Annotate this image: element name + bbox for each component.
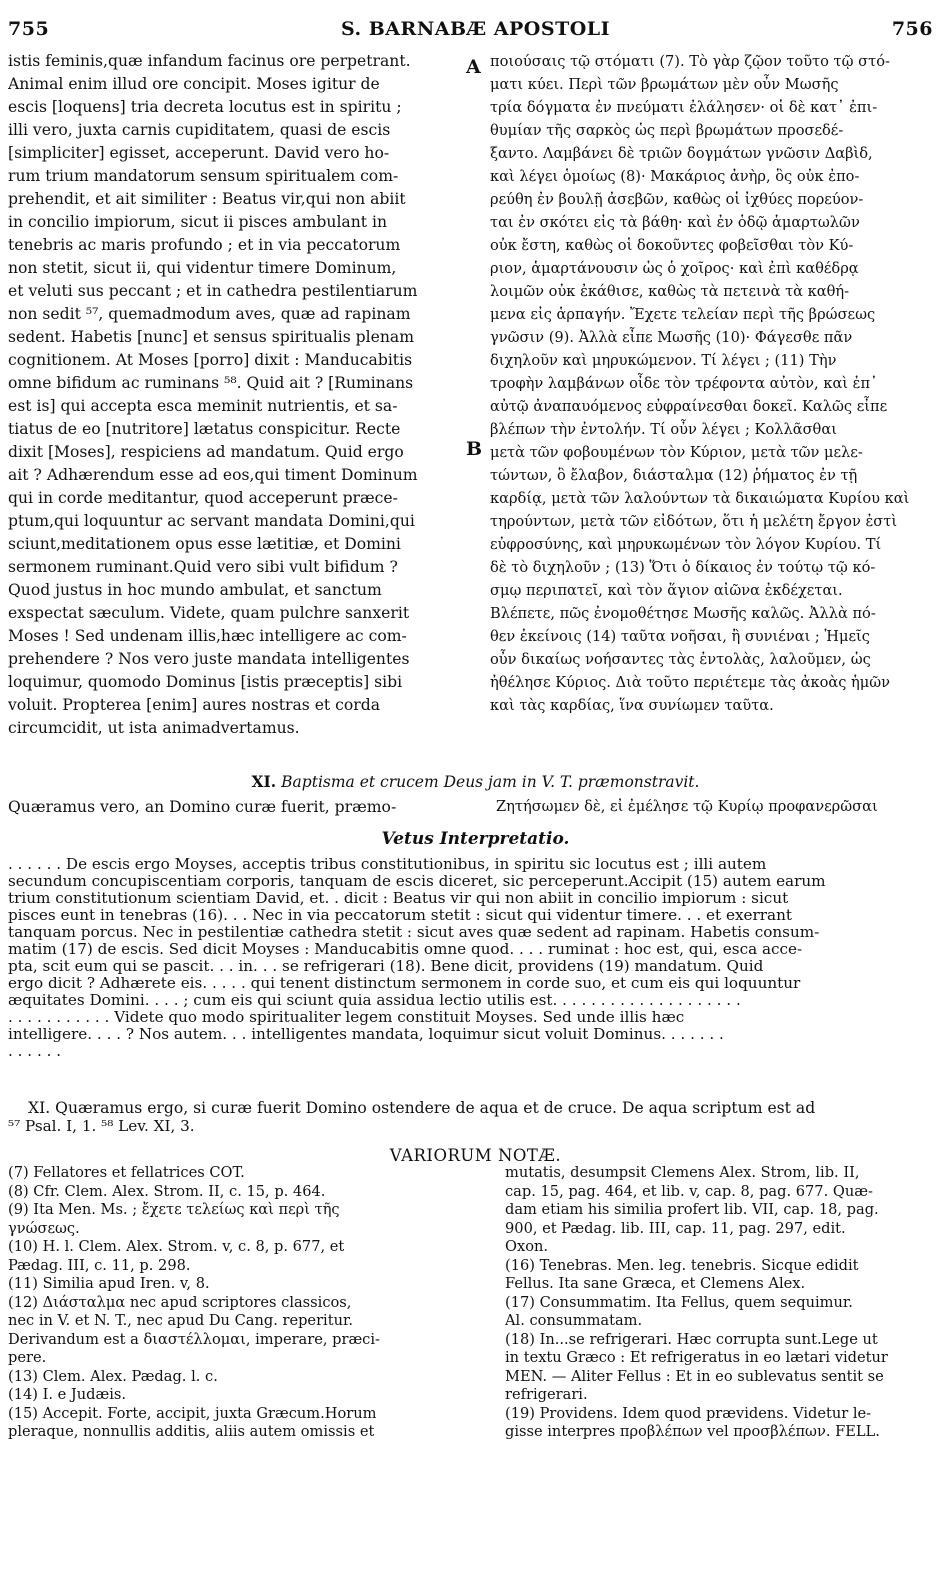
- latin-text-line: sermonem ruminant.Quid vero sibi vult bifidum ?: [8, 558, 398, 576]
- greek-text-line: μενα εἰς ἁρπαγήν. Ἔχετε τελείαν περὶ τῆς βρώσεως: [490, 306, 876, 323]
- greek-text-line: ἠθέλησε Κύριος. Διὰ τοῦτο περιέτεμε τὰς ἀκοὰς ἡμῶν: [490, 674, 891, 691]
- greek-text-line: οὖν δικαίως νοήσαντες τὰς ἐντολὰς, λαλοῦμεν, ὡς: [490, 651, 871, 668]
- latin-text-line: prehendit, et ait similiter : Beatus vir,qui non abiit: [8, 190, 406, 208]
- section-heading: [0, 772, 951, 791]
- variorum-note-line: (7) Fellatores et fellatrices COT.: [8, 1164, 245, 1181]
- section-title: Baptisma et crucem Deus jam in V. T. præmonstravit.: [281, 773, 700, 791]
- variorum-note-line: in textu Græco : Et refrigeratus in eo lætari videtur: [505, 1349, 888, 1366]
- section-xi-line: XI. Quæramus ergo, si curæ fuerit Domino ostendere de aqua et de cruce. De aqua scriptum est ad: [28, 1099, 816, 1117]
- latin-text-line: illi vero, juxta carnis cupiditatem, quasi de escis: [8, 121, 391, 139]
- greek-text-line: σμῳ περιπατεῖ, καὶ τὸν ἅγιον αἰῶνα ἐκδέχεται.: [490, 582, 843, 599]
- latin-text-line: non sedit ⁵⁷, quemadmodum aves, quæ ad rapinam: [8, 305, 411, 323]
- variorum-note-line: refrigerari.: [505, 1386, 588, 1403]
- variorum-note-line: (12) Διάσταλμα nec apud scriptores classicos,: [8, 1293, 352, 1311]
- variorum-note-line: (14) I. e Judæis.: [8, 1386, 127, 1403]
- latin-text-line: loquimur, quomodo Dominus [istis præceptis] sibi: [8, 673, 403, 691]
- greek-text-line: οὐκ ἔστη, καθὼς οἱ δοκοῦντες φοβεῖσθαι τὸν Κύ-: [490, 237, 854, 254]
- variorum-note-line: (18) In...se refrigerari. Hæc corrupta sunt.Lege ut: [505, 1330, 878, 1348]
- greek-text-line: ται ἐν σκότει εἰς τὰ βάθη· καὶ ἐν ὁδῷ ἁμαρτωλῶν: [490, 214, 860, 231]
- greek-text-line: τρία δόγματα ἐν πνεύματι ἐλάλησεν· οἱ δὲ κατ᾽ ἐπι-: [490, 99, 878, 116]
- section-number: XI.: [251, 772, 277, 791]
- vetus-text-line: ergo dicit ? Adhærete eis. . . . . qui tenent distinctum sermonem in corde suo, et cum eis qui loquuntur: [8, 975, 801, 992]
- greek-text-line: ποιούσαις τῷ στόματι (7). Τὸ γὰρ ζῷον τοῦτο τῷ στό-: [490, 53, 890, 70]
- variorum-heading: VARIORUM NOTÆ.: [389, 1146, 562, 1165]
- variorum-note-line: mutatis, desumpsit Clemens Alex. Strom, lib. II,: [505, 1164, 860, 1181]
- latin-text-line: Quod justus in hoc mundo ambulat, et sanctum: [8, 581, 382, 599]
- greek-text-line: ματι κύει. Περὶ τῶν βρωμάτων μὲν οὖν Μωσῆς: [490, 76, 839, 93]
- vetus-body: [8, 856, 933, 1060]
- vetus-text-line: . . . . . .: [8, 1043, 62, 1060]
- footnote-references: ⁵⁷ Psal. I, 1. ⁵⁸ Lev. XI, 3.: [8, 1117, 195, 1135]
- section-latin-line: Quæramus vero, an Domino curæ fuerit, præmo-: [8, 798, 397, 816]
- variorum-note-line: (17) Consummatim. Ita Fellus, quem sequimur.: [505, 1293, 853, 1311]
- margin-marker-b: B: [466, 438, 483, 460]
- greek-text-line: διχηλοῦν καὶ μηρυκώμενον. Τί λέγει ; (11) Τὴν: [490, 352, 837, 369]
- vetus-text-line: . . . . . . . . . . . Videte quo modo spiritualiter legem constituit Moyses. Sed unde illis hæc: [8, 1009, 685, 1026]
- latin-text-line: rum trium mandatorum sensum spiritualem com-: [8, 167, 399, 185]
- greek-text-line: Βλέπετε, πῶς ἐνομοθέτησε Μωσῆς καλῶς. Ἀλλὰ πό-: [490, 605, 876, 622]
- page-number-left: 755: [8, 18, 50, 40]
- variorum-note-line: cap. 15, pag. 464, et lib. v, cap. 8, pag. 677. Quæ-: [505, 1182, 873, 1200]
- latin-text-line: tiatus de eo [nutritore] lætatus conspicitur. Recte: [8, 420, 401, 438]
- margin-marker-a: A: [466, 56, 481, 78]
- greek-text-line: ρεύθη ἐν βουλῇ ἀσεβῶν, καθὼς οἱ ἰχθύες πορεύον-: [490, 191, 864, 208]
- vetus-heading: Vetus Interpretatio.: [381, 829, 570, 849]
- latin-text-line: dixit [Moses], respiciens ad mandatum. Quid ergo: [8, 443, 404, 461]
- latin-text-line: qui in corde meditantur, quod acceperunt præce-: [8, 489, 398, 507]
- variorum-note-line: dam etiam his similia profert lib. VII, cap. 18, pag.: [505, 1201, 879, 1218]
- greek-text-line: βλέπων τὴν ἐντολήν. Τί οὖν λέγει ; Κολλᾶσθαι: [490, 421, 837, 438]
- variorum-note-line: gisse interpres προβλέπων vel προσβλέπων. FELL.: [505, 1423, 880, 1440]
- latin-text-line: [simpliciter] egisset, acceperunt. David vero ho-: [8, 144, 390, 162]
- greek-text-line: καρδίᾳ, μετὰ τῶν λαλούντων τὰ δικαιώματα Κυρίου καὶ: [490, 490, 910, 507]
- greek-text-line: καὶ λέγει ὁμοίως (8)· Μακάριος ἀνὴρ, ὃς οὐκ ἐπο-: [490, 168, 860, 185]
- variorum-note-line: γνώσεως.: [8, 1219, 80, 1237]
- variorum-note-line: (10) H. l. Clem. Alex. Strom. v, c. 8, p. 677, et: [8, 1238, 345, 1255]
- page-number-right: 756: [891, 18, 933, 40]
- latin-column: [8, 50, 458, 740]
- variorum-note-line: (13) Clem. Alex. Pædag. l. c.: [8, 1367, 218, 1385]
- greek-text-line: καὶ τὰς καρδίας, ἵνα συνίωμεν ταῦτα.: [490, 697, 774, 714]
- variorum-note-line: pere.: [8, 1349, 47, 1366]
- variorum-note-line: 900, et Pædag. lib. III, cap. 11, pag. 297, edit.: [505, 1219, 846, 1237]
- latin-text-line: sciunt,meditationem opus esse lætitiæ, et Domini: [8, 535, 401, 553]
- latin-text-line: circumcidit, ut ista animadvertamus.: [8, 719, 300, 737]
- variorum-note-line: (16) Tenebras. Men. leg. tenebris. Sicque edidit: [505, 1256, 859, 1274]
- variorum-note-line: Fellus. Ita sane Græca, et Clemens Alex.: [505, 1275, 806, 1292]
- variorum-note-line: (19) Providens. Idem quod prævidens. Videtur le-: [505, 1404, 872, 1422]
- greek-text-line: γνῶσιν (9). Ἀλλὰ εἶπε Μωσῆς (10)· Φάγεσθε πᾶν: [490, 329, 853, 346]
- variorum-note-line: Al. consummatam.: [505, 1312, 643, 1329]
- variorum-note-line: (9) Ita Men. Ms. ; ἔχετε τελείως καὶ περὶ τῆς: [8, 1201, 340, 1218]
- variorum-note-line: Oxon.: [505, 1238, 549, 1255]
- variorum-note-line: (15) Accepit. Forte, accipit, juxta Græcum.Horum: [8, 1404, 377, 1422]
- greek-text-line: αὐτῷ ἀναπαυόμενος εὐφραίνεσθαι δοκεῖ. Καλῶς εἶπε: [490, 398, 888, 415]
- vetus-text-line: æquitates Domini. . . . ; cum eis qui sciunt quia assidua lectio utilis est. . . . . . . . . . . . . . . . . . . .: [8, 992, 741, 1009]
- latin-text-line: in concilio impiorum, sicut ii pisces ambulant in: [8, 213, 388, 231]
- latin-text-line: escis [loquens] tria decreta locutus est in spiritu ;: [8, 98, 402, 116]
- greek-column: [490, 50, 932, 717]
- variorum-note-line: Derivandum est a διαστέλλομαι, imperare, præci-: [8, 1330, 380, 1348]
- latin-text-line: non stetit, sicut ii, qui videntur timere Dominum,: [8, 259, 397, 277]
- variorum-note-line: (11) Similia apud Iren. v, 8.: [8, 1275, 210, 1292]
- variorum-note-line: pleraque, nonnullis additis, aliis autem omissis et: [8, 1423, 375, 1440]
- latin-text-line: istis feminis,quæ infandum facinus ore perpetrant.: [8, 52, 411, 70]
- latin-text-line: voluit. Propterea [enim] aures nostras et corda: [8, 696, 381, 714]
- vetus-text-line: matim (17) de escis. Sed dicit Moyses : Manducabitis omne quod. . . . ruminat : hoc est, qui, esca acce-: [8, 941, 803, 958]
- latin-text-line: cognitionem. At Moses [porro] dixit : Manducabitis: [8, 351, 413, 369]
- latin-text-line: est is] qui accepta esca meminit nutrientis, et sa-: [8, 397, 398, 415]
- greek-text-line: μετὰ τῶν φοβουμένων τὸν Κύριον, μετὰ τῶν μελε-: [490, 444, 863, 461]
- variorum-note-line: MEN. — Aliter Fellus : Et in eo sublevatus sentit se: [505, 1367, 884, 1385]
- greek-text-line: ξαντο. Λαμβάνει δὲ τριῶν δογμάτων γνῶσιν Δαβὶδ,: [490, 145, 873, 162]
- running-title: S. BARNABÆ APOSTOLI: [340, 18, 611, 40]
- latin-text-line: prehendere ? Nos vero juste mandata intelligentes: [8, 650, 410, 668]
- greek-text-line: δὲ τὸ διχηλοῦν ; (13) Ὅτι ὁ δίκαιος ἐν τούτῳ τῷ κό-: [490, 559, 876, 576]
- greek-text-line: τηρούντων, μετὰ τῶν εἰδότων, ὅτι ἡ μελέτη ἔργον ἐστὶ: [490, 513, 898, 530]
- vetus-text-line: trium constitutionum scientiam David, et. . dicit : Beatus vir qui non abiit in concilio impiorum : sicut: [8, 890, 789, 907]
- latin-text-line: Moses ! Sed undenam illis,hæc intelligere ac com-: [8, 627, 407, 645]
- vetus-text-line: secundum concupiscentiam corporis, tanquam de escis diceret, sic perceperunt.Accipit (15) autem earum: [8, 873, 826, 890]
- vetus-text-line: intelligere. . . . ? Nos autem. . . intelligentes mandata, loquimur sicut voluit Dominus. . . . . . .: [8, 1026, 724, 1043]
- vetus-text-line: pta, scit eum qui se pascit. . . in. . . se refrigerari (18). Bene dicit, providens (19) mandatum. Quid: [8, 958, 764, 975]
- greek-text-line: ριον, ἁμαρτάνουσιν ὡς ὁ χοῖρος· καὶ ἐπὶ καθέδρᾳ: [490, 260, 859, 277]
- section-opening-lines: [0, 798, 951, 820]
- greek-text-line: θεν ἐκείνοις (14) ταῦτα νοῆσαι, ἢ συνιέναι ; Ἡμεῖς: [490, 628, 870, 645]
- variorum-note-line: Pædag. III, c. 11, p. 298.: [8, 1256, 191, 1274]
- vetus-text-line: pisces eunt in tenebras (16). . . Nec in via peccatorum stetit : sicut qui videntur timere. . . et exerrant: [8, 907, 792, 924]
- latin-text-line: Animal enim illud ore concipit. Moses igitur de: [8, 75, 380, 93]
- greek-text-line: λοιμῶν οὐκ ἐκάθισε, καθὼς τὰ πετεινὰ τὰ καθή-: [490, 283, 850, 300]
- greek-text-line: τροφὴν λαμβάνων οἶδε τὸν τρέφοντα αὐτὸν, καὶ ἐπ᾽: [490, 375, 878, 392]
- variorum-notes-left: [8, 1164, 468, 1442]
- latin-text-line: exspectat sæculum. Videte, quam pulchre sanxerit: [8, 604, 410, 622]
- greek-text-line: τώντων, ὃ ἔλαβον, διάσταλμα (12) ῥήματος ἐν τῇ: [490, 467, 858, 484]
- latin-text-line: et veluti sus peccant ; et in cathedra pestilentiarum: [8, 282, 418, 300]
- vetus-text-line: . . . . . . De escis ergo Moyses, acceptis tribus constitutionibus, in spiritu sic locutus est ; illi autem: [8, 856, 767, 873]
- latin-text-line: omne bifidum ac ruminans ⁵⁸. Quid ait ? [Ruminans: [8, 374, 414, 392]
- latin-text-line: sedent. Habetis [nunc] et sensus spiritualis plenam: [8, 328, 414, 346]
- variorum-note-line: (8) Cfr. Clem. Alex. Strom. II, c. 15, p. 464.: [8, 1182, 326, 1200]
- section-greek-line: Ζητήσωμεν δὲ, εἰ ἐμέλησε τῷ Κυρίῳ προφανερῶσαι: [496, 798, 878, 815]
- latin-text-line: ptum,qui loquuntur ac servant mandata Domini,qui: [8, 512, 415, 530]
- latin-text-line: tenebris ac maris profundo ; et in via peccatorum: [8, 236, 401, 254]
- latin-text-line: ait ? Adhærendum esse ad eos,qui timent Dominum: [8, 466, 418, 484]
- variorum-notes-right: [505, 1164, 937, 1442]
- greek-text-line: θυμίαν τῆς σαρκὸς ὡς περὶ βρωμάτων προσεδέ-: [490, 122, 844, 139]
- vetus-text-line: tanquam porcus. Nec in pestilentiæ cathedra stetit : sicut aves quæ sedent ad rapinam. Habetis consum-: [8, 924, 820, 941]
- variorum-note-line: nec in V. et N. T., nec apud Du Cang. reperitur.: [8, 1312, 353, 1329]
- greek-text-line: εὐφροσύνης, καὶ μηρυκωμένων τὸν λόγον Κυρίου. Τί: [490, 536, 882, 553]
